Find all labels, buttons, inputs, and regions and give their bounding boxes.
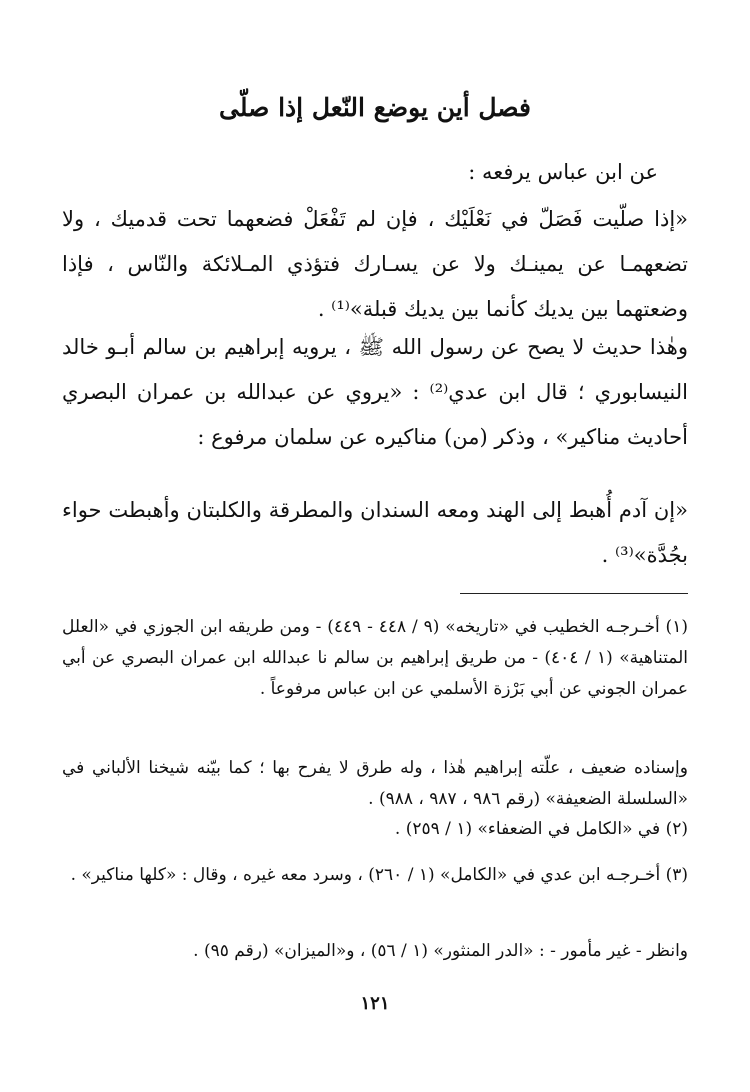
hadith-text-2: «إن آدم أُهبط إلى الهند ومعه السندان والمطرقة والكلبتان وأهبطت حواء بجُدَّة»⁽³⁾ . [62,498,688,567]
commentary-paragraph: وهٰذا حديث لا يصح عن رسول الله ﷺ ، يرويه إبراهيم بن سالم أبـو خالد النيسابوري ؛ قال ابن عدي⁽²⁾ : «يروي عن عبدالله بن عمران البصري أحاديث مناكير» ، وذكر (من) مناكيره عن سلمان مرفوع : [62,335,688,449]
footnote-see-also: وانظر - غير مأمور - : «الدر المنثور» (١ / ٥٦) ، و«الميزان» (رقم ٩٥) . [193,941,688,961]
intro-line: عن ابن عباس يرفعه : [468,160,658,184]
hadith-text-1: «إذا صلّيت فَصَلّ في نَعْلَيْك ، فإن لم تَفْعَلْ فضعهما تحت قدميك ، ولا تضعهمـا عن يمينـك ولا عن يسـارك فتؤذي المـلائكة والنّاس ، فإذا وضعتهما بين يديك كأنما بين يديك قبلة»⁽¹⁾ . [62,207,688,321]
footnote-3: (٣) أخـرجـه ابن عدي في «الكامل» (١ / ٢٦٠) ، وسرد معه غيره ، وقال : «كلها مناكير» . [70,865,688,885]
footnote-1: (١) أخـرجـه الخطيب في «تاريخه» (٩ / ٤٤٨ - ٤٤٩) - ومن طريقه ابن الجوزي في «العلل المتناهية» (١ / ٤٠٤) - من طريق إبراهيم بن سالم نا عبدالله ابن عمران البصري عن أبي عمران الجوني عن أبي بَرْزة الأسلمي عن ابن عباس مرفوعاً . [62,617,688,699]
page-number: ١٢١ [360,993,390,1014]
footnote-2: (٢) في «الكامل في الضعفاء» (١ / ٢٥٩) . [394,819,688,839]
footnote-divider [460,593,688,594]
chapter-title: فصل أين يوضع النّعل إذا صلّى [219,93,531,122]
footnote-1-note: وإسناده ضعيف ، علّته إبراهيم هٰذا ، وله طرق لا يفرح بها ؛ كما بيّنه شيخنا الألباني في «السلسلة الضعيفة» (رقم ٩٨٦ ، ٩٨٧ ، ٩٨٨) . [62,758,688,809]
